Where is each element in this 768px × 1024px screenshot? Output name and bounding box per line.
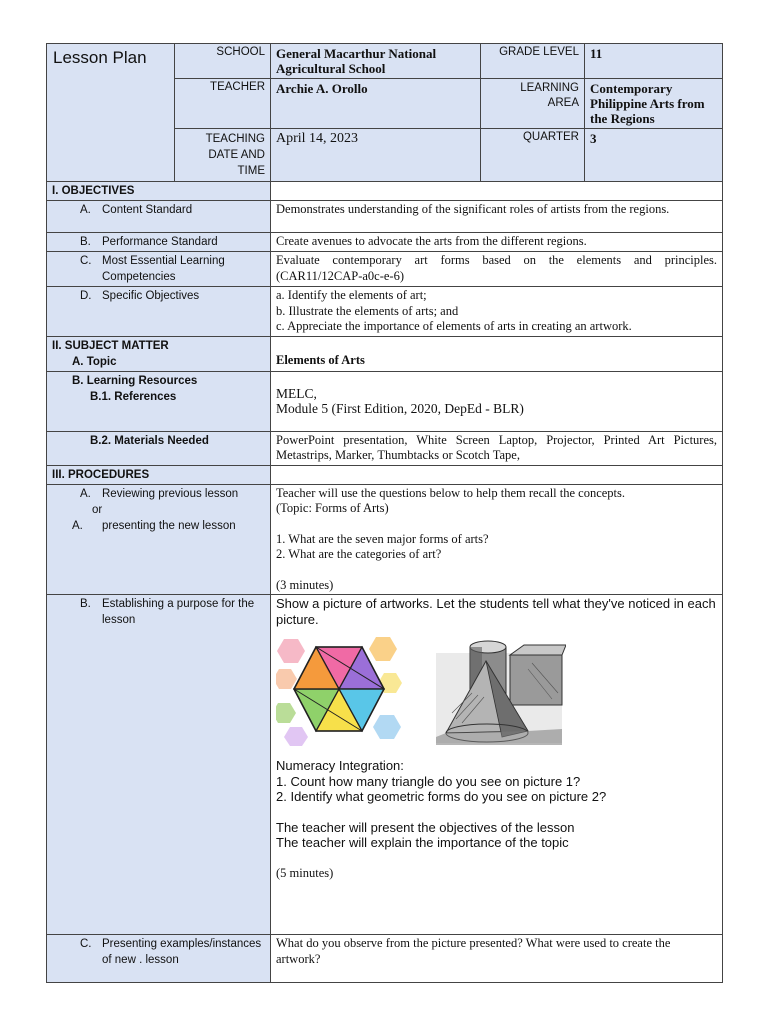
learning-area-value: Contemporary Philippine Arts from the Regions <box>585 79 723 129</box>
hexagon-triangles-artwork <box>276 633 402 746</box>
content-standard-value: Demonstrates understanding of the significant roles of artists from the regions. <box>271 201 723 233</box>
procedure-b-content: Show a picture of artworks. Let the students tell what they've noticed in each picture. Numeracy Integration: 1. Count how many triangle do you see on picture 1? 2. Identify what geometric forms do you see on picture 2? The teacher will present the objectives of the lesson The teacher will explain the importance of the topic (5 minutes) <box>271 595 723 935</box>
references-label: B.1. References <box>90 390 177 403</box>
melc-label: C. Most Essential Learning Competencies <box>47 252 271 287</box>
content-standard-label: A. Content Standard <box>47 201 271 233</box>
subject-matter-heading: II. SUBJECT MATTER A. Topic <box>47 336 271 371</box>
procedure-c-label: C. Presenting examples/instances of new . lesson <box>47 935 271 983</box>
learning-area-label: LEARNING AREA <box>481 79 585 129</box>
school-label: SCHOOL <box>175 44 271 79</box>
grade-level-label: GRADE LEVEL <box>481 44 585 79</box>
topic-label: A. Topic <box>72 355 117 368</box>
grade-level-value: 11 <box>585 44 723 79</box>
specific-objective-c: c. Appreciate the importance of elements of arts in creating an artwork. <box>276 319 632 333</box>
objectives-heading: I. OBJECTIVES <box>47 182 271 201</box>
school-value: General Macarthur National Agricultural School <box>271 44 481 79</box>
melc-value: Evaluate contemporary art forms based on the elements and principles. (CAR11/12CAP-a0c-e-6) <box>271 252 723 287</box>
quarter-label: QUARTER <box>481 129 585 182</box>
teacher-value: Archie A. Orollo <box>271 79 481 129</box>
header-table <box>46 43 723 182</box>
procedures-heading: III. PROCEDURES <box>47 465 271 484</box>
materials-needed-value: PowerPoint presentation, White Screen Laptop, Projector, Printed Art Pictures, Metastrips, Marker, Thumbtacks or Scotch Tape, <box>271 431 723 465</box>
topic-value: Elements of Arts <box>271 336 723 371</box>
procedure-a-label: A. Reviewing previous lesson or A. presenting the new lesson <box>47 484 271 595</box>
content-table <box>46 181 723 983</box>
geometric-forms-sketch <box>432 633 566 746</box>
learning-resources-label: B. Learning Resources B.1. References <box>47 371 271 431</box>
references-value: MELC, Module 5 (First Edition, 2020, DepEd - BLR) <box>271 371 723 431</box>
specific-objectives-label: D. Specific Objectives <box>47 287 271 337</box>
document-title: Lesson Plan <box>47 44 175 182</box>
teaching-date-value: April 14, 2023 <box>271 129 481 182</box>
quarter-value: 3 <box>585 129 723 182</box>
procedure-a-content: Teacher will use the questions below to help them recall the concepts. (Topic: Forms of Arts) 1. What are the seven major forms of arts? 2. What are the categories of art? (3 minutes) <box>271 484 723 595</box>
specific-objective-a: a. Identify the elements of art; <box>276 288 427 302</box>
specific-objective-b: b. Illustrate the elements of arts; and <box>276 303 459 318</box>
teacher-label: TEACHER <box>175 79 271 129</box>
lesson-plan-document <box>46 43 722 983</box>
specific-objectives-list <box>271 287 723 337</box>
procedure-c-content: What do you observe from the picture presented? What were used to create the artwork? <box>271 935 723 983</box>
materials-needed-label: B.2. Materials Needed <box>47 431 271 465</box>
performance-standard-label: B. Performance Standard <box>47 233 271 252</box>
procedure-b-label: B. Establishing a purpose for the lesson <box>47 595 271 935</box>
performance-standard-value: Create avenues to advocate the arts from the different regions. <box>271 233 723 252</box>
teaching-date-label: TEACHING DATE AND TIME <box>175 129 271 182</box>
